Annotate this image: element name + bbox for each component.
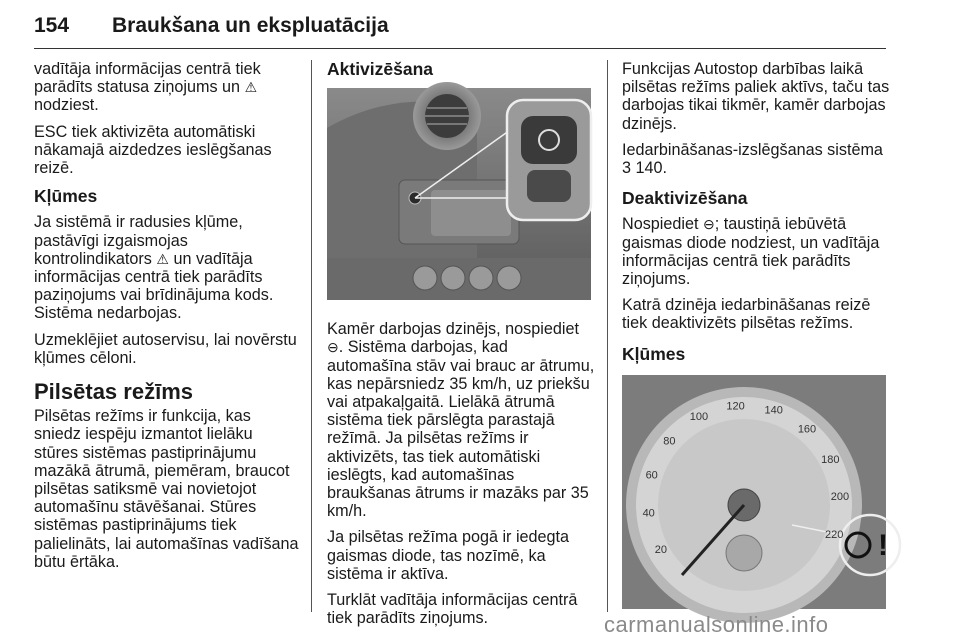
service-paragraph: Uzmeklējiet autoservisu, lai novērstu kļūmes cēloni.: [34, 330, 297, 367]
speedometer-tick-label: 100: [689, 411, 709, 424]
city-mode-heading: Pilsētas režīms: [34, 379, 193, 405]
speedometer-tick-label: 160: [797, 423, 817, 436]
dashboard-illustration: [327, 88, 591, 300]
deactivation-info-paragraph: Katrā dzinēja iedarbināšanas reizē tiek deaktivizēts pilsētas režīms.: [622, 296, 871, 333]
speedometer-tick-label: 120: [726, 400, 745, 413]
faults-paragraph: Ja sistēmā ir radusies kļūme, pastāvīgi izgaismojas kontrolindikators ⚠ un vadītāja informācijas centrā tiek parādīts paziņojums vai brīdinājuma kods. Sistēma nedarbojas.: [34, 213, 274, 323]
dashboard-image: [327, 88, 591, 300]
activation-paragraph: Kamēr darbojas dzinējs, nospiediet ⊖. Sistēma darbojas, kad automašīna stāv vai brauc ar ātrumu, kas nepārsniedz 35 km/h, uz priekšu vai atpakaļgaitā. Lielākā ātrumā sistēma tiek pārslēgta parastajā režīmā. Ja pilsētas režīms ir aktivizēts, tas tiek automātiski ieslēgts, kad automašīnas braukšanas ātrums ir mazāks par 35 km/h.: [327, 320, 595, 521]
intro-paragraph: vadītāja informācijas centrā tiek parādīts statusa ziņojums un ⚠ nodziest.: [34, 60, 261, 115]
activation-heading: Aktivizēšana: [327, 59, 434, 79]
esc-paragraph: ESC tiek aktivizēta automātiski nākamajā aizdedzes ieslēgšanas reizē.: [34, 122, 272, 178]
header-rule: [34, 48, 886, 49]
city-mode-paragraph: Pilsētas režīms ir funkcija, kas sniedz iespēju izmantot lielāku stūres sistēmas pastiprinājumu mazākā ātrumā, piemēram, braucot pilsētas satiksmē vai novietojot automašīnu stāvēšanai. Stūres sistēmas pastiprinājums tiek palielināts, lai automašīnas vadīšana būtu ērtāka.: [34, 407, 299, 571]
steering-warning-icon: ⚠: [156, 250, 169, 267]
steering-warning-icon: ⚠: [244, 79, 258, 96]
led-paragraph: Ja pilsētas režīma pogā ir iedegta gaismas diode, tas nozīmē, ka sistēma ir aktīva.: [327, 528, 570, 583]
column-middle: [327, 60, 595, 635]
page-header: [34, 8, 886, 48]
speedometer-tick-label: 180: [821, 453, 840, 466]
reference-page[interactable]: 140.: [635, 159, 668, 178]
speedometer-tick-label: 140: [764, 404, 783, 417]
page-number: 154: [34, 14, 70, 37]
speedometer-tick-label: 80: [663, 435, 676, 448]
column-separator: [607, 60, 608, 612]
reference-paragraph: Iedarbināšanas-izslēgšanas sistēma 3 140.: [622, 140, 883, 178]
autostop-paragraph: Funkcijas Autostop darbības laikā pilsētas režīms paliek aktīvs, taču tas darbojas tikai tikmēr, kamēr darbojas dzinējs.: [622, 60, 890, 133]
deactivation-paragraph: Nospiediet ⊖; taustiņā iebūvētā gaismas diode nodziest, un vadītāja informācijas centrā tiek parādīts ziņojums.: [622, 215, 880, 289]
speedometer-tick-label: 60: [645, 469, 658, 482]
column-separator: [311, 60, 312, 612]
speedometer-tick-label: 220: [825, 528, 844, 541]
watermark: carmanualsonline.info: [604, 612, 829, 637]
faults-heading: Kļūmes: [34, 186, 98, 207]
city-mode-button-icon: ⊖: [703, 216, 715, 233]
speedometer-tick-label: 20: [654, 543, 668, 556]
faults-heading: Kļūmes: [622, 343, 686, 364]
instrument-cluster-illustration: [622, 375, 886, 609]
speedometer-image: [622, 375, 886, 609]
speedometer-tick-label: 40: [642, 507, 655, 520]
warning-exclamation: !: [878, 528, 888, 562]
message-paragraph: Turklāt vadītāja informācijas centrā tiek parādīts ziņojums.: [327, 591, 578, 628]
column-left: [34, 60, 300, 579]
speedometer-tick-label: 200: [830, 490, 850, 503]
deactivation-heading: Deaktivizēšana: [622, 188, 748, 209]
page-title: Braukšana un ekspluatācija: [112, 14, 389, 37]
city-mode-button-icon: ⊖: [327, 339, 339, 356]
reference-arrow: 3: [622, 159, 632, 178]
column-right: [622, 60, 890, 609]
